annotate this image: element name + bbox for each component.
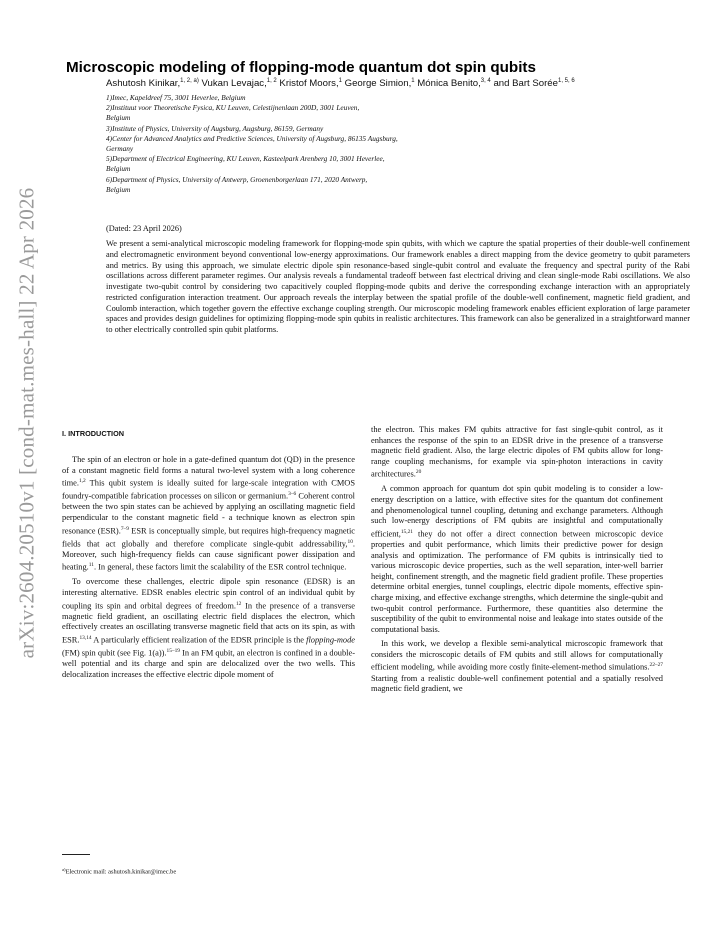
author-name: Mónica Benito, bbox=[414, 78, 481, 89]
citation: 22–27 bbox=[649, 662, 663, 669]
citation: 15,21 bbox=[400, 528, 413, 535]
footnote-text: Electronic mail: ashutosh.kinikar@imec.be bbox=[65, 868, 177, 876]
text-run: Coherent control between the two spin states can be achieved by applying an oscillating magnetic field perpendicular to the constant magnetic field - a technique known as electron spin resonance (ESR). bbox=[62, 491, 355, 536]
author-name: Kristof Moors, bbox=[276, 78, 339, 89]
affiliation-number: 5) bbox=[106, 154, 113, 164]
affiliation bbox=[106, 154, 696, 174]
right-column-paragraphs bbox=[371, 425, 663, 695]
citation: 10 bbox=[347, 538, 353, 545]
text-run: . In general, these factors limit the scalability of the ESR control technique. bbox=[93, 562, 347, 572]
text-run: In the presence of a transverse magnetic field gradient, an oscillating electric field displaces the electron, which effectively creates an oscillating transverse magnetic field that acts on its spin, as with ESR. bbox=[62, 601, 355, 645]
body-paragraph bbox=[371, 484, 663, 635]
left-column bbox=[62, 421, 355, 680]
author-name: George Simion, bbox=[341, 78, 412, 89]
affiliation-text: Imec, Kapeldreef 75, 3001 Heverlee, Belgium bbox=[112, 93, 246, 102]
author-name: and Bart Sorée bbox=[490, 78, 558, 89]
affiliation-number: 6) bbox=[106, 174, 113, 184]
citation: 7–9 bbox=[120, 525, 129, 532]
text-run: A common approach for quantum dot spin qubit modeling is to consider a low-energy description on a lattice, with effective sites for the quantum dot confinement and phenomenological tunnel coupling, detuning and exchange parameters. Although such low-energy descriptions of FM qubits are insightful and computationally efficient, bbox=[371, 484, 663, 539]
footnote-mark: a) bbox=[62, 867, 66, 872]
text-run: The spin of an electron or hole in a gate-defined quantum dot (QD) in the presence of a constant magnetic field forms a natural two-level system with a long coherence time. bbox=[62, 455, 355, 488]
affiliation-text: Belgium bbox=[106, 113, 131, 123]
text-run: In an FM qubit, an electron is confined in a double-well potential and its charge and spin are delocalized over the two wells. This delocalization increases the effective electric dipole moment of bbox=[62, 648, 355, 679]
text-run: In this work, we develop a flexible semi-analytical microscopic framework that considers the microscopic details of FM qubits and still allows for computationally efficient modeling, while avoiding more costly finite-element-method simulations. bbox=[371, 639, 663, 672]
author-name: Ashutosh Kinikar, bbox=[106, 78, 181, 89]
affiliation-text: Belgium bbox=[106, 164, 131, 174]
citation: 12 bbox=[235, 600, 242, 607]
citation: 3–6 bbox=[288, 491, 297, 498]
author-affiliation-mark: 1, 2, a) bbox=[180, 78, 199, 84]
affiliation bbox=[106, 134, 696, 154]
affiliation-text: Instituut voor Theoretische Fysica, KU Leuven, Celestijnenlaan 200D, 3001 Leuven, bbox=[112, 103, 360, 113]
emphasis: flopping-mode bbox=[306, 635, 355, 645]
footnote bbox=[62, 867, 176, 876]
arxiv-identifier: arXiv:2604.20510v1 [cond-mat.mes-hall] 22 Apr 2026 bbox=[14, 187, 39, 659]
body-paragraph bbox=[62, 455, 355, 573]
citation: 20 bbox=[415, 469, 422, 476]
author-affiliation-mark: 3, 4 bbox=[480, 78, 491, 84]
text-run: . Moreover, such high-frequency fields can cause significant power dissipation and heating. bbox=[62, 539, 355, 572]
citation: 1,2 bbox=[78, 478, 86, 485]
affiliation-text: Center for Advanced Analytics and Predictive Sciences, University of Augsburg, 86135 Augsburg, bbox=[112, 133, 398, 143]
footnote-rule bbox=[62, 854, 90, 855]
author-affiliation-mark: 1, 2 bbox=[266, 78, 277, 84]
affiliation-number: 1) bbox=[106, 93, 113, 102]
affiliation-number: 3) bbox=[106, 123, 113, 133]
affiliation bbox=[106, 103, 696, 123]
affiliation-text: Department of Physics, University of Antwerp, Groenenborgerlaan 171, 2020 Antwerp, bbox=[112, 174, 368, 184]
body-paragraph bbox=[371, 425, 663, 480]
citation: 11 bbox=[88, 562, 94, 569]
author-name: Vukan Levajac, bbox=[198, 78, 267, 89]
affiliation bbox=[106, 93, 696, 103]
section-heading-introduction: I. INTRODUCTION bbox=[62, 429, 125, 438]
affiliation-text: Germany bbox=[106, 144, 134, 154]
left-column-paragraphs bbox=[62, 455, 355, 680]
affiliation-text: Belgium bbox=[106, 184, 131, 194]
dated-line: (Dated: 23 April 2026) bbox=[106, 224, 182, 233]
affiliation bbox=[106, 175, 696, 195]
citation: 15–19 bbox=[166, 648, 180, 654]
text-run: Starting from a realistic double-well confinement potential and a spatially resolved magnetic field gradient, we bbox=[371, 673, 663, 694]
right-column bbox=[371, 425, 663, 695]
affiliation bbox=[106, 124, 696, 134]
paper-title: Microscopic modeling of flopping-mode quantum dot spin qubits bbox=[66, 59, 536, 76]
author-list bbox=[106, 78, 686, 89]
text-run: ESR is conceptually simple, but requires high-frequency magnetic fields that act globally and therefore complicate single-qubit addressability, bbox=[62, 526, 355, 549]
text-run: To overcome these challenges, electric dipole spin resonance (EDSR) is an interesting alternative. EDSR enables electric spin control of an individual qubit by coupling its spin and orbital degrees of freedom. bbox=[62, 577, 355, 611]
author-affiliation-mark: 1 bbox=[338, 78, 342, 84]
abstract: We present a semi-analytical microscopic modeling framework for flopping-mode spin qubits, with which we capture the spatial properties of their double-well confinement and electromagnetic environment beyond conventional low-energy approximations. Our framework enables a direct mapping from the device geometry to qubit parameters and metrics. By using this approach, we simulate electric dipole spin resonance-based single-qubit control and evaluate the frequency and spectral purity of the Rabi oscillations across different parameter regimes. Our analysis reveals a fundamental tradeoff between fast electrical driving and clean single-mode Rabi oscillations. We also investigate two-qubit control by considering two capacitively coupled flopping-mode qubits and derive the corresponding exchange interaction with an appropriately restricted configuration interaction treatment. Our approach reveals the interplay between the spatial profile of the double-well confinement, magnetic field gradient, and Coulomb interaction, which together govern the effective exchange coupling strength. Our microscopic modeling framework enables efficient exploration of large parameter spaces and provides design guidelines for optimizing flopping-mode spin qubits in realistic architectures. This framework can also be generalized in a straightforward manner to other electrically controlled spin qubit platforms. bbox=[106, 239, 690, 334]
author-affiliation-mark: 1, 5, 6 bbox=[557, 78, 575, 84]
text-run: the electron. This makes FM qubits attractive for fast single-qubit control, as it enhances the response of the spin to an EDSR drive in the presence of a transverse magnetic field gradient. Also, the large electric dipoles of FM qubits allow for long-range coupling mechanisms, for example via spin-photon interactions in cavity architectures. bbox=[371, 425, 663, 479]
author-affiliation-mark: 1 bbox=[411, 78, 415, 84]
text-run: they do not offer a direct connection between microscopic device properties and qubit performance, which limits their predictive power for design analysis and optimization. The performance of FM qubits is intrinsically tied to various microscopic device properties, such as the well separation, inter-well barrier height, confinement strength, and the magnetic field gradient profile. These properties determine orbital energies, tunnel couplings, electric dipole moments, effective spin-charge mixing, and effective exchange strengths, which determine the single-qubit and two-qubit control performance. Furthermore, these quantities also determine the susceptibility of the qubit to environmental noise and leakage into states outside of the computational basis. bbox=[371, 529, 663, 634]
body-paragraph bbox=[62, 577, 355, 680]
citation: 13,14 bbox=[79, 634, 92, 641]
affiliation-text: Department of Electrical Engineering, KU Leuven, Kasteelpark Arenberg 10, 3001 Heverlee, bbox=[112, 154, 385, 164]
text-run: This qubit system is ideally suited for large-scale integration with CMOS foundry-compatible fabrication processes on silicon or germanium. bbox=[62, 478, 355, 501]
body-paragraph bbox=[371, 639, 663, 694]
affiliation-number: 2) bbox=[106, 103, 113, 113]
affiliation-number: 4) bbox=[106, 133, 113, 143]
affiliation-list bbox=[106, 93, 696, 195]
text-run: A particularly efficient realization of the EDSR principle is the bbox=[91, 635, 307, 645]
affiliation-text: Institute of Physics, University of Augsburg, Augsburg, 86159, Germany bbox=[112, 123, 324, 133]
arxiv-sidebar bbox=[8, 187, 46, 659]
text-run: (FM) spin qubit (see Fig. 1(a)). bbox=[62, 648, 167, 658]
